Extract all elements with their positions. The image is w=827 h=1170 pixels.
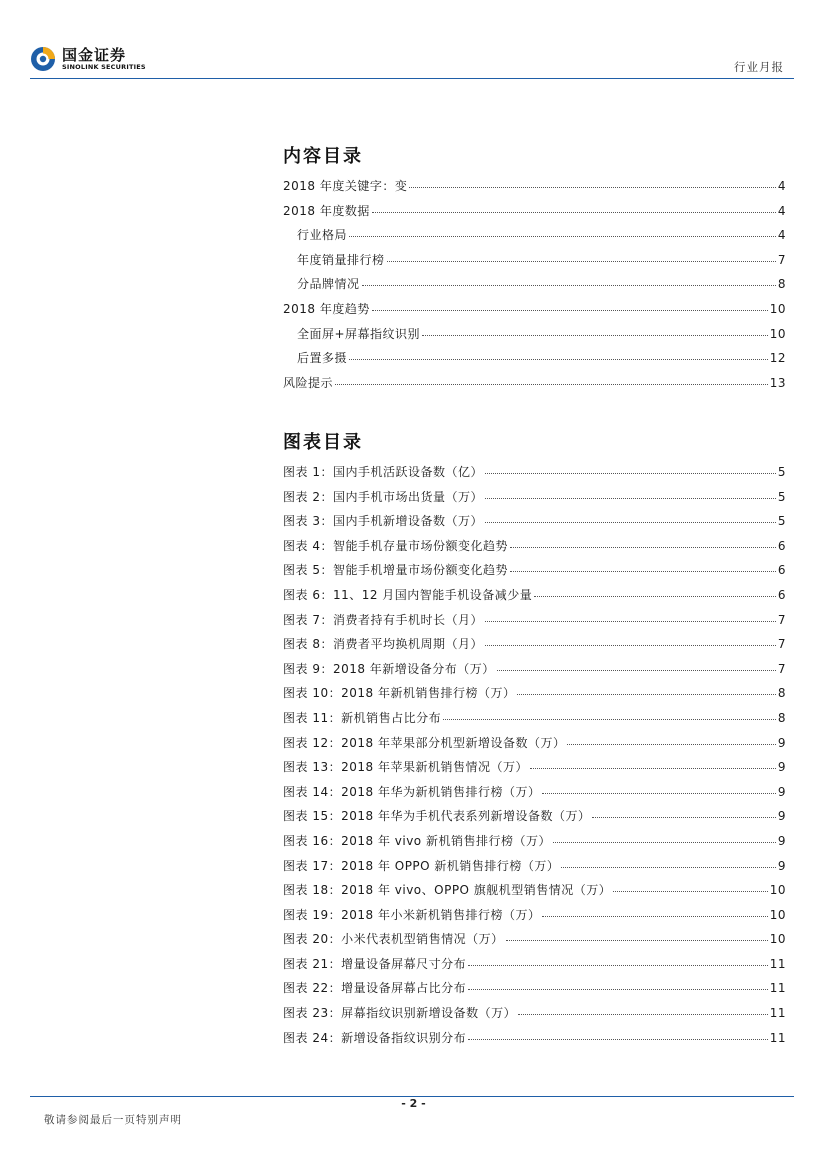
toc-leader-dots [517, 693, 775, 695]
toc-leader-dots [567, 743, 775, 745]
toc-leader-dots [468, 1038, 768, 1040]
contents-entry[interactable] [283, 349, 786, 374]
figure-entry[interactable] [283, 611, 786, 636]
logo-chinese-name: 国金证券 [62, 45, 127, 64]
toc-entry-label: 年度销量排行榜 [297, 252, 385, 267]
toc-page-number: 10 [769, 301, 786, 316]
toc-leader-dots [510, 546, 776, 548]
toc-entry-label: 图表 21：增量设备屏幕尺寸分布 [283, 956, 467, 971]
toc-entry-label: 2018 年度关键字：变 [283, 179, 408, 193]
toc-leader-dots [485, 620, 776, 622]
figure-entry[interactable] [283, 709, 786, 734]
toc-leader-dots [497, 669, 776, 671]
figure-entry[interactable] [283, 660, 786, 685]
toc-entry-label: 图表 19：2018 年小米新机销售排行榜（万） [283, 907, 541, 922]
toc-page-number: 10 [769, 326, 786, 341]
logo-text [62, 47, 146, 72]
toc-page-number: 9 [777, 833, 786, 848]
figure-entry[interactable] [283, 512, 786, 537]
toc-leader-dots [561, 866, 775, 868]
contents-list [283, 177, 786, 398]
figures-title: 图表目录 [283, 432, 363, 453]
toc-entry-label: 图表 16：2018 年 vivo 新机销售排行榜（万） [283, 833, 551, 848]
contents-title: 内容目录 [283, 146, 363, 167]
toc-entry-label: 图表 12：2018 年苹果部分机型新增设备数（万） [283, 735, 566, 750]
toc-page-number: 13 [769, 375, 786, 390]
toc-leader-dots [485, 497, 776, 499]
toc-leader-dots [349, 235, 776, 237]
toc-entry-label: 图表 11：新机销售占比分布 [283, 710, 442, 725]
figure-entry[interactable] [283, 1029, 786, 1054]
figure-entry[interactable] [283, 1004, 786, 1029]
toc-page-number: 4 [777, 179, 786, 193]
toc-page-number: 8 [777, 686, 786, 701]
toc-page-number: 6 [777, 587, 786, 602]
toc-entry-label: 图表 7：消费者持有手机时长（月） [283, 612, 483, 627]
figure-entry[interactable] [283, 807, 786, 832]
toc-entry-label: 图表 14：2018 年华为新机销售排行榜（万） [283, 784, 541, 799]
toc-entry-label: 图表 15：2018 年华为手机代表系列新增设备数（万） [283, 809, 591, 824]
toc-page-number: 9 [777, 760, 786, 775]
page-header [0, 0, 827, 84]
toc-page-number: 11 [769, 956, 786, 971]
toc-page-number: 10 [769, 907, 786, 922]
toc-page-number: 11 [769, 1030, 786, 1045]
report-type-label: 行业月报 [734, 60, 784, 74]
toc-leader-dots [542, 792, 775, 794]
toc-page-number: 5 [777, 489, 786, 504]
toc-leader-dots [335, 383, 768, 385]
toc-leader-dots [362, 284, 776, 286]
figure-entry[interactable] [283, 832, 786, 857]
toc-page-number: 6 [777, 563, 786, 578]
figure-entry[interactable] [283, 881, 786, 906]
toc-leader-dots [518, 1013, 768, 1015]
toc-entry-label: 图表 23：屏幕指纹识别新增设备数（万） [283, 1006, 517, 1021]
figure-entry[interactable] [283, 684, 786, 709]
toc-page-number: 10 [769, 883, 786, 898]
contents-entry[interactable] [283, 202, 786, 227]
toc-leader-dots [485, 472, 776, 474]
contents-entry[interactable] [283, 325, 786, 350]
toc-entry-label: 图表 9：2018 年新增设备分布（万） [283, 661, 495, 676]
toc-entry-label: 图表 3：国内手机新增设备数（万） [283, 514, 483, 529]
contents-section [283, 143, 786, 398]
toc-page-number: 12 [769, 351, 786, 366]
toc-page-number: 7 [777, 612, 786, 627]
contents-entry[interactable] [283, 275, 786, 300]
toc-entry-label: 分品牌情况 [297, 277, 360, 292]
toc-page-number: 4 [777, 228, 786, 243]
toc-leader-dots [534, 595, 776, 597]
contents-entry[interactable] [283, 251, 786, 276]
toc-entry-label: 风险提示 [283, 375, 334, 390]
toc-page-number: 7 [777, 252, 786, 267]
company-logo [30, 46, 146, 72]
toc-leader-dots [372, 211, 776, 213]
toc-leader-dots [443, 718, 776, 720]
figure-entry[interactable] [283, 635, 786, 660]
toc-page-number: 9 [777, 858, 786, 873]
toc-page-number: 5 [777, 514, 786, 529]
figure-entry[interactable] [283, 561, 786, 586]
toc-page-number: 9 [777, 784, 786, 799]
toc-leader-dots [506, 939, 768, 941]
toc-page-number: 4 [777, 203, 786, 218]
figure-entry[interactable] [283, 537, 786, 562]
toc-page-number: 8 [777, 710, 786, 725]
figure-entry[interactable] [283, 488, 786, 513]
toc-page-number: 9 [777, 735, 786, 750]
toc-entry-label: 全面屏+屏幕指纹识别 [297, 326, 421, 341]
toc-entry-label: 图表 2：国内手机市场出货量（万） [283, 489, 483, 504]
toc-entry-label: 图表 10：2018 年新机销售排行榜（万） [283, 686, 516, 701]
toc-entry-label: 图表 4：智能手机存量市场份额变化趋势 [283, 538, 508, 553]
contents-entry[interactable] [283, 177, 786, 202]
figures-section [283, 429, 786, 1053]
toc-page-number: 10 [769, 932, 786, 947]
toc-page-number: 11 [769, 1006, 786, 1021]
toc-entry-label: 图表 17：2018 年 OPPO 新机销售排行榜（万） [283, 858, 560, 873]
figure-entry[interactable] [283, 857, 786, 882]
figure-entry[interactable] [283, 758, 786, 783]
contents-entry[interactable] [283, 300, 786, 325]
figure-entry[interactable] [283, 930, 786, 955]
toc-leader-dots [530, 767, 776, 769]
figure-entry[interactable] [283, 955, 786, 980]
toc-page-number: 7 [777, 661, 786, 676]
toc-leader-dots [422, 334, 768, 336]
toc-entry-label: 行业格局 [297, 228, 348, 243]
figure-entry[interactable] [283, 906, 786, 931]
toc-entry-label: 图表 13：2018 年苹果新机销售情况（万） [283, 760, 528, 775]
toc-entry-label: 图表 5：智能手机增量市场份额变化趋势 [283, 563, 508, 578]
toc-entry-label: 图表 24：新增设备指纹识别分布 [283, 1030, 467, 1045]
toc-leader-dots [468, 988, 768, 990]
toc-entry-label: 图表 6：11、12 月国内智能手机设备减少量 [283, 587, 533, 602]
toc-page-number: 7 [777, 637, 786, 652]
figure-entry[interactable] [283, 586, 786, 611]
page-number: - 2 - [401, 1097, 426, 1110]
toc-leader-dots [349, 358, 768, 360]
toc-leader-dots [372, 309, 768, 311]
toc-leader-dots [468, 964, 768, 966]
figures-list [283, 463, 786, 1053]
toc-page-number: 5 [777, 465, 786, 479]
header-divider [30, 78, 794, 79]
toc-leader-dots [613, 890, 767, 892]
figure-entry[interactable] [283, 783, 786, 808]
toc-entry-label: 2018 年度趋势 [283, 301, 370, 316]
toc-leader-dots [485, 521, 776, 523]
sinolink-logo-icon [30, 46, 56, 72]
toc-page-number: 8 [777, 277, 786, 292]
contents-entry[interactable] [283, 226, 786, 251]
toc-page-number: 6 [777, 538, 786, 553]
figure-entry[interactable] [283, 734, 786, 759]
toc-leader-dots [387, 260, 776, 262]
footer-disclaimer: 敬请参阅最后一页特别声明 [44, 1114, 182, 1126]
toc-leader-dots [542, 915, 767, 917]
toc-entry-label: 图表 18：2018 年 vivo、OPPO 旗舰机型销售情况（万） [283, 883, 612, 898]
toc-entry-label: 图表 22：增量设备屏幕占比分布 [283, 981, 467, 996]
figure-entry[interactable] [283, 463, 786, 488]
toc-leader-dots [592, 816, 775, 818]
logo-english-name: SINOLINK SECURITIES [62, 62, 146, 71]
toc-entry-label: 图表 8：消费者平均换机周期（月） [283, 637, 483, 652]
toc-entry-label: 2018 年度数据 [283, 203, 370, 218]
toc-leader-dots [485, 644, 776, 646]
toc-page-number: 11 [769, 981, 786, 996]
figure-entry[interactable] [283, 979, 786, 1004]
toc-entry-label: 图表 1：国内手机活跃设备数（亿） [283, 465, 483, 479]
toc-page-number: 9 [777, 809, 786, 824]
toc-leader-dots [553, 841, 776, 843]
toc-entry-label: 后置多摄 [297, 351, 348, 366]
toc-leader-dots [409, 186, 776, 188]
toc-leader-dots [510, 570, 776, 572]
toc-entry-label: 图表 20：小米代表机型销售情况（万） [283, 932, 504, 947]
contents-entry[interactable] [283, 374, 786, 399]
